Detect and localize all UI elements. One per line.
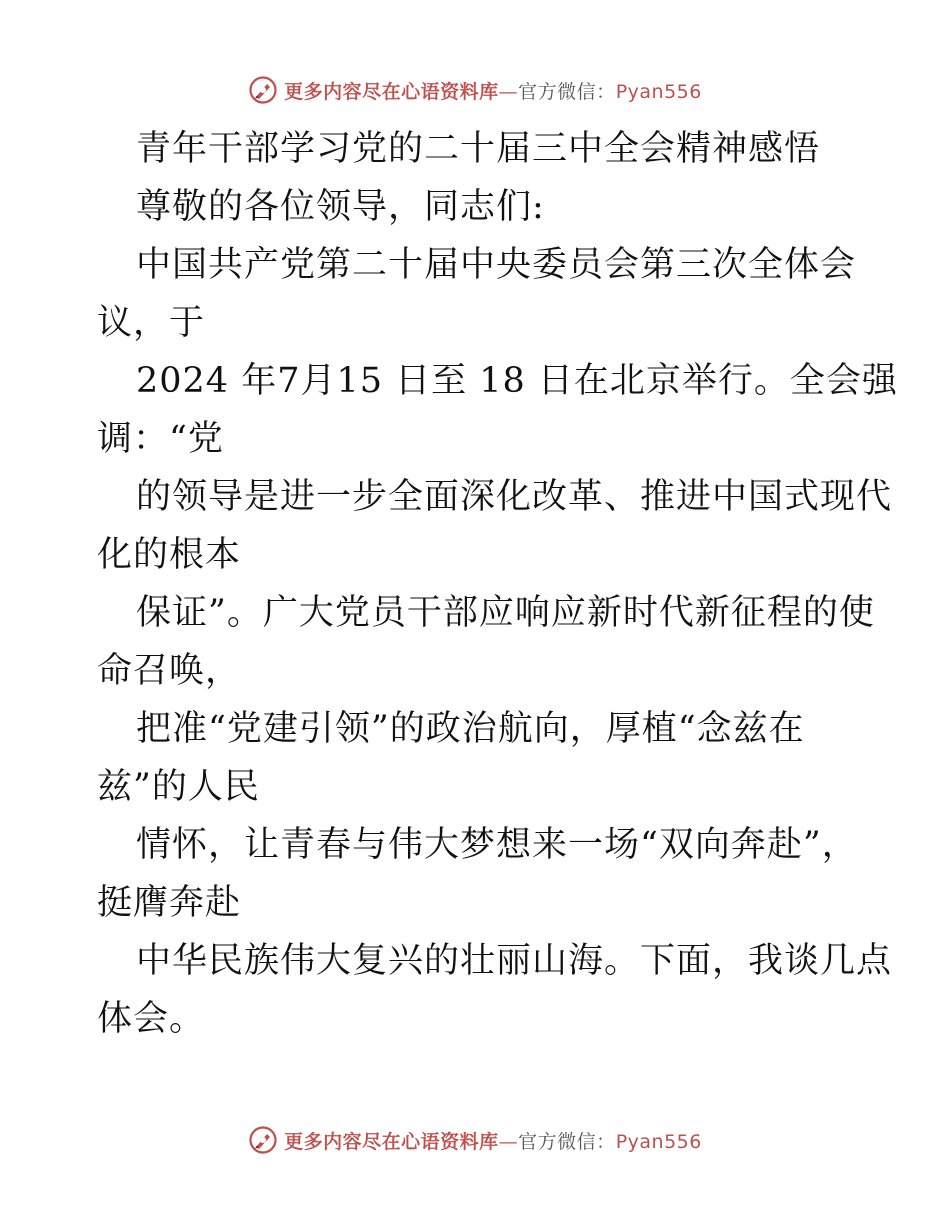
document-body <box>97 120 898 1048</box>
paragraph-line: 挺膺奔赴 <box>97 883 242 923</box>
banner-main-text: 更多内容尽在心语资料库 <box>284 1130 499 1153</box>
banner-text <box>284 77 702 104</box>
banner-dash: — <box>498 80 519 103</box>
paragraph-line: 兹”的人民 <box>97 767 260 807</box>
paragraph-line: 议，于 <box>97 303 206 343</box>
paragraph-line: 中华民族伟大复兴的壮丽山海。下面，我谈几点 <box>136 941 893 981</box>
paragraph-line: 2024 年7月15 日至 18 日在北京举行。全会强 <box>136 361 898 401</box>
banner-wechat-id: Pyan556 <box>615 1130 702 1153</box>
paragraph-line: 保证”。广大党员干部应响应新时代新征程的使 <box>136 593 875 633</box>
banner-wechat-label: 官方微信： <box>518 1130 616 1153</box>
paragraph-line: 调：“党 <box>97 419 224 459</box>
pen-logo-icon <box>248 1125 278 1155</box>
paragraph-line: 命召唤， <box>97 651 242 691</box>
banner-wechat-id: Pyan556 <box>615 80 702 103</box>
paragraph-line: 体会。 <box>97 999 206 1039</box>
paragraph-line: 化的根本 <box>97 535 242 575</box>
paragraph-line: 的领导是进一步全面深化改革、推进中国式现代 <box>136 477 893 517</box>
banner-text <box>284 1127 702 1154</box>
banner-main-text: 更多内容尽在心语资料库 <box>284 80 499 103</box>
paragraph-line: 把准“党建引领”的政治航向，厚植“念兹在 <box>136 709 805 749</box>
salutation: 尊敬的各位领导，同志们: <box>136 187 545 227</box>
banner-dash: — <box>498 1130 519 1153</box>
pen-logo-icon <box>248 75 278 105</box>
document-title: 青年干部学习党的二十届三中全会精神感悟 <box>136 129 821 169</box>
paragraph-line: 中国共产党第二十届中央委员会第三次全体会 <box>136 245 857 285</box>
paragraph-line: 情怀，让青春与伟大梦想来一场“双向奔赴”， <box>136 825 858 865</box>
header-banner <box>0 70 950 110</box>
footer-banner <box>0 1120 950 1160</box>
banner-wechat-label: 官方微信： <box>518 80 616 103</box>
